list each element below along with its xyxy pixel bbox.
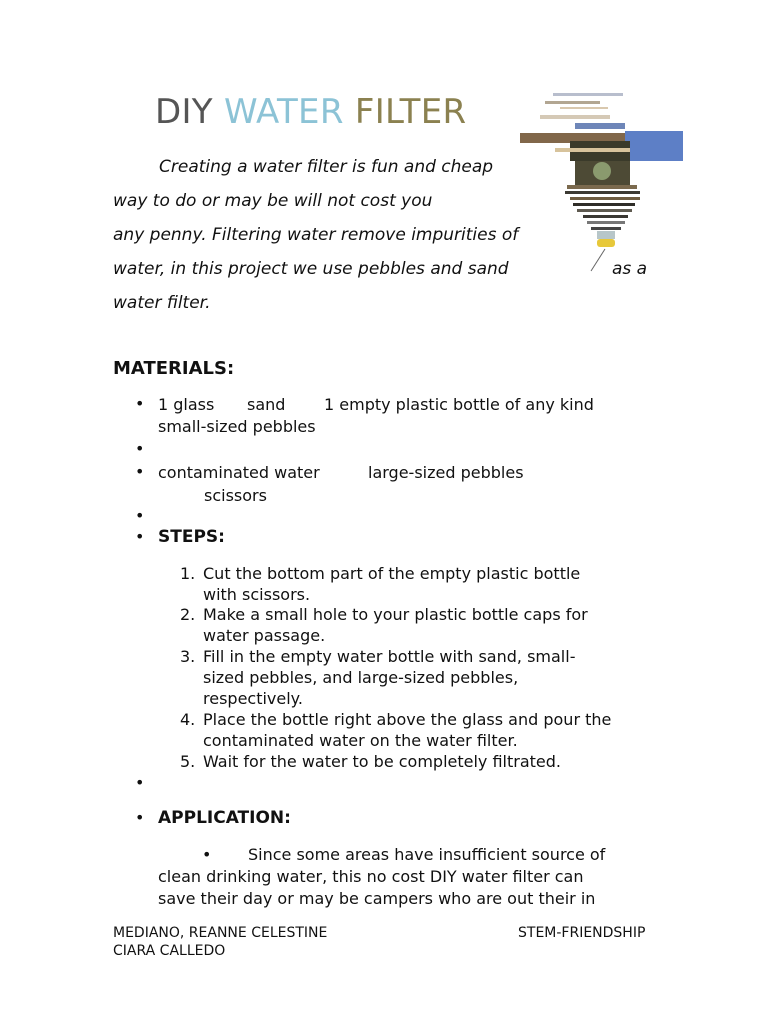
step-text: with scissors.	[203, 585, 311, 604]
bottle-icon	[520, 93, 683, 271]
step-text: sized pebbles, and large-sized pebbles,	[203, 668, 519, 687]
water-filter-illustration	[515, 93, 685, 273]
intro-line-4-tail: as a	[612, 259, 648, 279]
document-title	[155, 92, 466, 132]
application-bullet: •	[202, 845, 212, 864]
step-text: contaminated water on the water filter.	[203, 731, 518, 750]
step-number: 3.	[180, 647, 196, 666]
step-text: Cut the bottom part of the empty plastic bottle	[203, 564, 581, 583]
footer-author-2: CIARA CALLEDO	[113, 943, 226, 959]
bullet-marker: •	[135, 773, 145, 792]
step-text: Make a small hole to your plastic bottle caps for	[203, 605, 588, 624]
step-text: Place the bottle right above the glass and pour the	[203, 710, 612, 729]
footer-author-1: MEDIANO, REANNE CELESTINE	[113, 925, 328, 941]
intro-line-2: way to do or may be will not cost you	[113, 191, 433, 211]
intro-line-4: water, in this project we use pebbles and sand	[113, 259, 509, 279]
step-text: Wait for the water to be completely filtrated.	[203, 752, 562, 771]
step-text: Fill in the empty water bottle with sand, small-	[203, 647, 576, 666]
application-line-1: Since some areas have insufficient source of	[248, 845, 606, 864]
bullet-marker: •	[135, 506, 145, 525]
bullet-marker: •	[135, 439, 145, 458]
step-number: 2.	[180, 605, 196, 624]
title-water: WATER	[224, 92, 344, 132]
material-scissors: scissors	[204, 486, 267, 505]
bullet-marker: •	[135, 527, 145, 546]
steps-heading: STEPS:	[158, 527, 225, 547]
title-filter: FILTER	[354, 92, 467, 132]
step-text: respectively.	[203, 689, 303, 708]
step-number: 1.	[180, 564, 196, 583]
step-number: 5.	[180, 752, 196, 771]
material-contaminated-water: contaminated water	[158, 463, 320, 482]
footer-section: STEM-FRIENDSHIP	[518, 925, 646, 941]
application-line-2: clean drinking water, this no cost DIY water filter can	[158, 867, 584, 886]
bullet-marker: •	[135, 462, 145, 481]
intro-line-1: Creating a water filter is fun and cheap	[159, 157, 494, 177]
material-small-pebbles: small-sized pebbles	[158, 417, 316, 436]
title-diy: DIY	[155, 92, 213, 132]
application-line-3: save their day or may be campers who are out their in	[158, 889, 596, 908]
intro-line-3: any penny. Filtering water remove impurities of	[113, 225, 519, 245]
bullet-marker: •	[135, 808, 145, 827]
material-glass: 1 glass	[158, 395, 215, 414]
step-number: 4.	[180, 710, 196, 729]
bullet-marker: •	[135, 394, 145, 413]
materials-heading: MATERIALS:	[113, 358, 235, 379]
material-sand: sand	[247, 395, 286, 414]
material-bottle: 1 empty plastic bottle of any kind	[324, 395, 594, 414]
material-large-pebbles: large-sized pebbles	[368, 463, 524, 482]
application-heading: APPLICATION:	[158, 808, 291, 828]
step-text: water passage.	[203, 626, 326, 645]
intro-line-5: water filter.	[113, 293, 211, 313]
